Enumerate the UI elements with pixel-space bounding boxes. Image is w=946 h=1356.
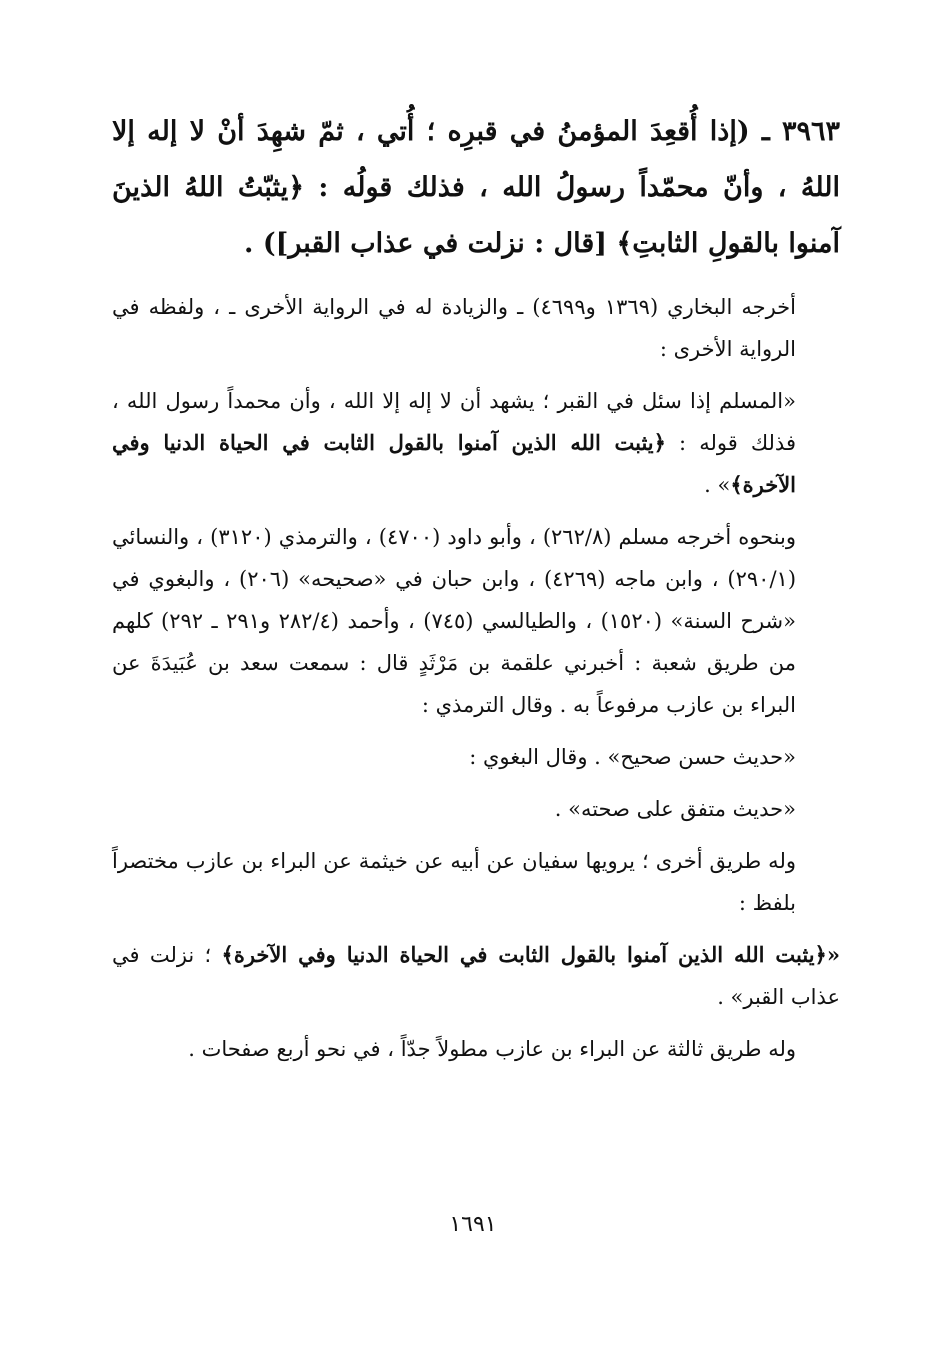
- second-path-quote: [112, 934, 840, 1018]
- similar-narrations: وبنحوه أخرجه مسلم (٢٦٢/٨) ، وأبو داود (٤٧٠٠) ، والترمذي (٣١٢٠) ، والنسائي (٢٩٠/١) ، وابن ماجه (٤٢٦٩) ، وابن حبان في «صحيحه» (٢٠٦) ، والبغوي في «شرح السنة» (١٥٢٠) ، والطيالسي (٧٤٥) ، وأحمد (٢٨٢/٤ و٢٩١ ـ ٢٩٢) كلهم من طريق شعبة : أخبرني علقمة بن مَرْثَدٍ قال : سمعت سعد بن عُبَيدَةَ عن البراء بن عازب مرفوعاً به . وقال الترمذي :: [112, 525, 797, 717]
- third-path: وله طريق ثالثة عن البراء بن عازب مطولاً جدّاً ، في نحو أربع صفحات .: [188, 1037, 796, 1061]
- second-path: وله طريق أخرى ؛ يرويها سفيان عن أبيه عن خيثمة عن البراء بن عازب مختصراً بلفظ :: [112, 849, 796, 915]
- takhrij-intro: أخرجه البخاري (١٣٦٩ و٤٦٩٩) ـ والزيادة له في الرواية الأخرى ـ ، ولفظه في الرواية الأخرى :: [112, 295, 796, 361]
- second-quote-rest: ؛ نزلت في عذاب القبر» .: [112, 943, 840, 1009]
- hadith-matn: (إذا أُقعِدَ المؤمنُ في قبرِه ؛ أُتي ، ثمّ شهِدَ أنْ لا إله إلا اللهُ ، وأنّ محمّداً رسولُ الله ، فذلك قولُه : ﴿يثبّتُ اللهُ الذينَ آمنوا بالقولِ الثابتِ﴾ [قال : نزلت في عذاب القبر]) .: [112, 116, 840, 259]
- hadith-number: ٣٩٦٣ ـ: [761, 116, 841, 147]
- bukhari-quote: [112, 380, 840, 506]
- hadith-text: [112, 104, 840, 272]
- tirmidhi-grading: «حديث حسن صحيح» . وقال البغوي :: [469, 745, 796, 769]
- bukhari-quote-end: » .: [704, 473, 731, 497]
- page-body: [112, 104, 840, 1080]
- quran-verse: ﴿يثبت الله الذين آمنوا بالقول الثابت في الحياة الدنيا وفي الآخرة﴾: [112, 430, 796, 497]
- baghawi-grading: «حديث متفق على صحته» .: [554, 797, 796, 821]
- bukhari-quote-text: «المسلم إذا سئل في القبر ؛ يشهد أن لا إله إلا الله ، وأن محمداً رسول الله ، فذلك قوله :: [112, 389, 796, 455]
- page-number: ١٦٩١: [449, 1212, 497, 1237]
- second-quran-verse: «﴿يثبت الله الذين آمنوا بالقول الثابت في الحياة الدنيا وفي الآخرة﴾: [221, 942, 840, 967]
